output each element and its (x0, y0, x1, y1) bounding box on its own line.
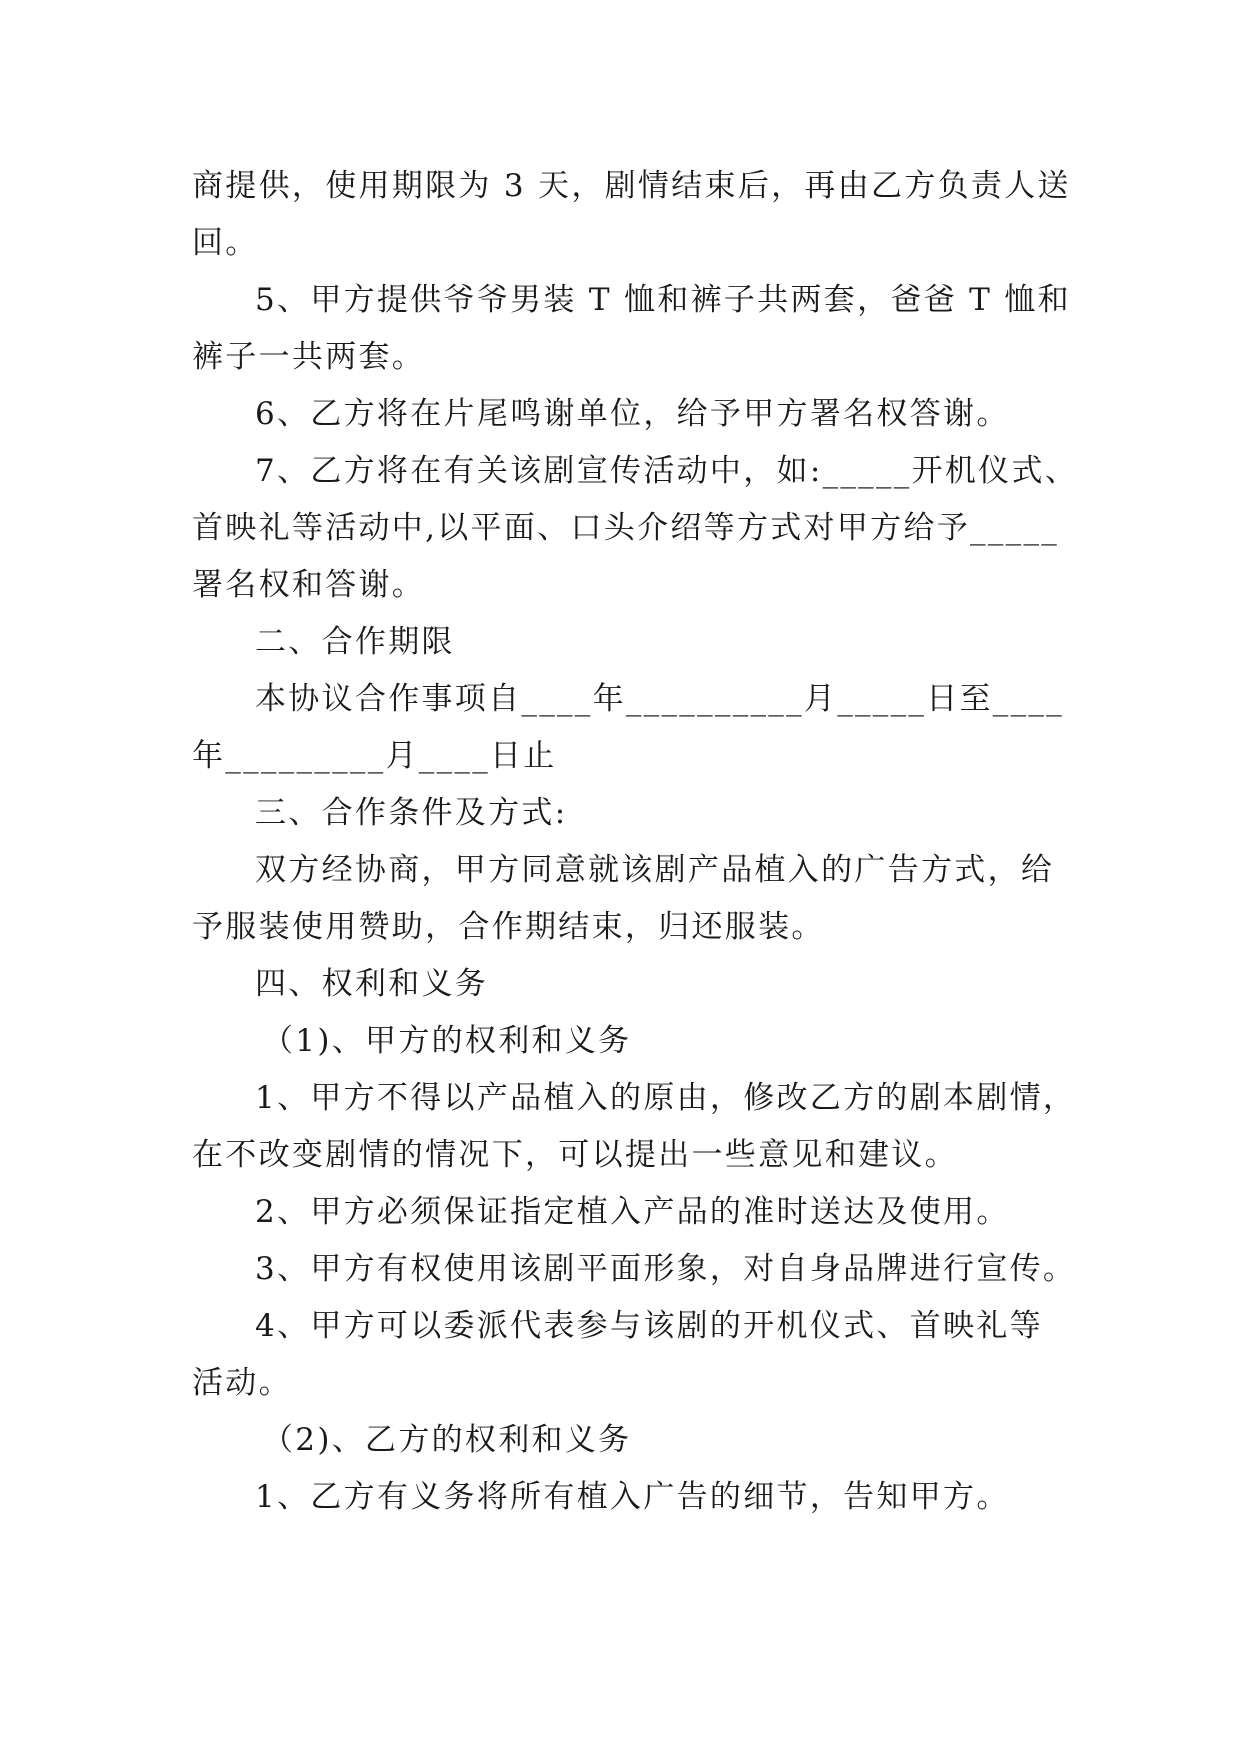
paragraph-line: 3、甲方有权使用该剧平面形象，对自身品牌进行宣传。 (255, 1251, 1077, 1287)
paragraph-line: 回。 (192, 225, 259, 261)
section-heading: 四、权利和义务 (255, 966, 489, 1002)
paragraph-line: 2、甲方必须保证指定植入产品的准时送达及使用。 (255, 1194, 1010, 1230)
paragraph-line: 予服装使用赞助，合作期结束，归还服装。 (192, 909, 825, 945)
section-heading: 三、合作条件及方式: (255, 795, 568, 831)
subsection-heading: （2)、乙方的权利和义务 (262, 1422, 632, 1458)
paragraph-line: 署名权和答谢。 (192, 567, 426, 603)
paragraph-line: 裤子一共两套。 (192, 339, 426, 375)
paragraph-line: 首映礼等活动中,以平面、口头介绍等方式对甲方给予_____ (192, 510, 1060, 546)
paragraph-line: 在不改变剧情的情况下，可以提出一些意见和建议。 (192, 1137, 958, 1173)
paragraph-line: 1、甲方不得以产品植入的原由，修改乙方的剧本剧情， (255, 1080, 1077, 1116)
paragraph-line: 7、乙方将在有关该剧宣传活动中，如:_____开机仪式、 (255, 453, 1079, 489)
paragraph-line: 1、乙方有义务将所有植入广告的细节，告知甲方。 (255, 1479, 1010, 1515)
paragraph-line: 本协议合作事项自____年__________月_____日至____ (255, 681, 1064, 717)
paragraph-line: 双方经协商，甲方同意就该剧产品植入的广告方式，给 (255, 852, 1055, 888)
paragraph-line: 4、甲方可以委派代表参与该剧的开机仪式、首映礼等 (255, 1308, 1043, 1344)
paragraph-line: 5、甲方提供爷爷男装 T 恤和裤子共两套，爸爸 T 恤和 (255, 282, 1071, 318)
subsection-heading: （1)、甲方的权利和义务 (262, 1023, 632, 1059)
paragraph-line: 活动。 (192, 1365, 292, 1401)
section-heading: 二、合作期限 (255, 624, 455, 660)
paragraph-line: 商提供，使用期限为 3 天，剧情结束后，再由乙方负责人送 (192, 168, 1071, 204)
paragraph-line: 6、乙方将在片尾鸣谢单位，给予甲方署名权答谢。 (255, 396, 1010, 432)
paragraph-line: 年_________月____日止 (192, 738, 557, 774)
